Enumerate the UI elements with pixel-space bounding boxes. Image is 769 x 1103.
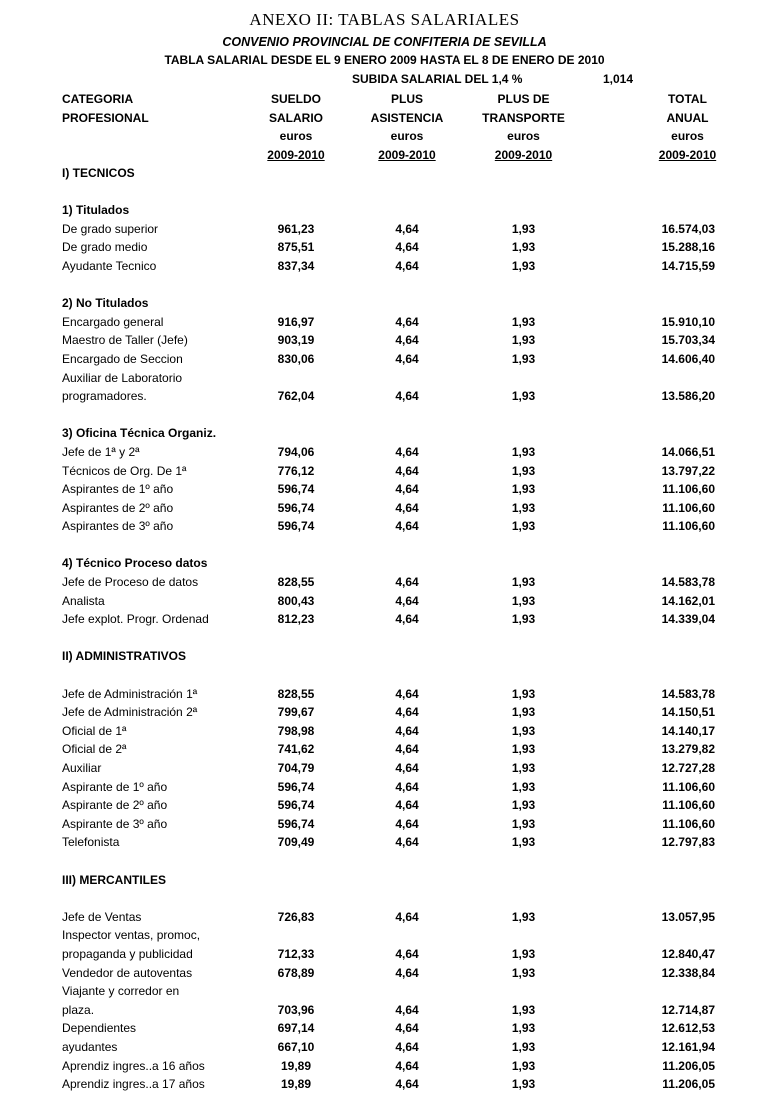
plus-transporte-value: 1,93	[511, 798, 536, 813]
table-row	[0, 1019, 769, 1038]
sueldo-value: 596,74	[277, 798, 315, 813]
category-label: 2) No Titulados	[62, 296, 149, 311]
category-label: I) TECNICOS	[62, 166, 135, 180]
total-anual-value: 13.797,22	[661, 463, 715, 478]
salary-table	[0, 164, 769, 1094]
table-row	[0, 387, 769, 406]
total-anual-value: 14.140,17	[661, 723, 715, 738]
category-label: Maestro de Taller (Jefe)	[62, 333, 188, 348]
document-title: ANEXO II: TABLAS SALARIALES	[249, 10, 520, 29]
plus-asistencia-value: 4,64	[395, 1002, 419, 1017]
category-label: Aspirantes de 2º año	[62, 500, 174, 515]
sueldo-value: 596,74	[277, 519, 315, 534]
category-label: Vendedor de autoventas	[62, 965, 193, 980]
category-label: Telefonista	[62, 835, 120, 850]
sueldo-value: 726,83	[277, 909, 315, 924]
category-label: Jefe de 1ª y 2ª	[62, 444, 140, 459]
sueldo-value: 837,34	[277, 258, 315, 273]
table-row	[0, 350, 769, 369]
category-label: propaganda y publicidad	[62, 946, 193, 961]
plus-asistencia-value: 4,64	[395, 314, 419, 329]
table-row	[0, 462, 769, 481]
plus-asistencia-value: 4,64	[395, 221, 419, 236]
sueldo-value: 776,12	[277, 463, 315, 478]
sueldo-value: 678,89	[277, 965, 315, 980]
plus-transporte-value: 1,93	[511, 1077, 536, 1092]
plus-asistencia-value: 4,64	[395, 1039, 419, 1054]
total-anual-value: 11.106,60	[662, 500, 715, 515]
category-label: Aprendiz ingres..a 17 años	[62, 1077, 205, 1092]
plus-transporte-value: 1,93	[511, 1039, 536, 1054]
category-label: Jefe de Administración 2ª	[62, 705, 198, 720]
sueldo-value: 903,19	[277, 333, 315, 348]
total-anual-value: 13.279,82	[661, 742, 715, 757]
sueldo-value: 596,74	[277, 482, 315, 497]
table-row	[0, 759, 769, 778]
date-range: TABLA SALARIAL DESDE EL 9 ENERO 2009 HASTA EL 8 DE ENERO DE 2010	[164, 53, 605, 67]
total-anual-value: 12.797,83	[661, 835, 715, 850]
category-label: Encargado de Seccion	[62, 351, 183, 366]
table-row	[0, 517, 769, 536]
sueldo-value: 830,06	[277, 351, 315, 366]
category-label: Aspirante de 3º año	[62, 816, 168, 831]
table-row	[0, 257, 769, 276]
plus-asistencia-value: 4,64	[395, 351, 419, 366]
category-label: ayudantes	[62, 1039, 118, 1054]
category-label-line	[0, 926, 769, 945]
sueldo-value: 812,23	[277, 612, 315, 627]
blank-row	[0, 889, 769, 908]
plus-transporte-value: 1,93	[511, 742, 536, 757]
table-row	[0, 1001, 769, 1020]
blank-row	[0, 629, 769, 648]
header-sueldo: SUELDO SALARIO euros 2009-2010	[267, 92, 325, 162]
plus-asistencia-value: 4,64	[395, 779, 419, 794]
plus-asistencia-value: 4,64	[395, 612, 419, 627]
category-label: programadores.	[62, 389, 147, 404]
total-anual-value: 14.339,04	[661, 612, 715, 627]
plus-asistencia-value: 4,64	[395, 742, 419, 757]
category-label: II) ADMINISTRATIVOS	[62, 649, 186, 664]
blank-row	[0, 536, 769, 555]
table-row	[0, 443, 769, 462]
plus-transporte-value: 1,93	[511, 463, 536, 478]
total-anual-value: 14.606,40	[661, 351, 715, 366]
table-row	[0, 945, 769, 964]
plus-transporte-value: 1,93	[511, 221, 536, 236]
total-anual-value: 14.162,01	[661, 593, 715, 608]
total-anual-value: 11.106,60	[662, 519, 715, 534]
sueldo-value: 704,79	[277, 761, 315, 775]
category-label: Inspector ventas, promoc,	[62, 928, 201, 943]
total-anual-value: 14.150,51	[661, 705, 715, 720]
total-anual-value: 12.338,84	[661, 965, 715, 980]
sueldo-value: 916,97	[277, 314, 315, 329]
total-anual-value: 11.206,05	[662, 1058, 715, 1073]
plus-transporte-value: 1,93	[511, 389, 536, 404]
sueldo-value: 741,62	[277, 742, 315, 757]
category-label: Aspirante de 1º año	[62, 779, 168, 794]
total-anual-value: 15.910,10	[661, 314, 715, 329]
plus-asistencia-value: 4,64	[395, 723, 419, 738]
total-anual-value: 14.583,78	[661, 686, 715, 701]
plus-asistencia-value: 4,64	[395, 593, 419, 608]
total-anual-value: 13.057,95	[661, 909, 715, 924]
total-anual-value: 14.583,78	[661, 575, 715, 590]
plus-asistencia-value: 4,64	[395, 1021, 419, 1036]
table-row	[0, 331, 769, 350]
total-anual-value: 12.727,28	[661, 761, 715, 775]
header-plus-asistencia: PLUS ASISTENCIA euros 2009-2010	[370, 92, 444, 162]
table-row	[0, 833, 769, 852]
plus-transporte-value: 1,93	[511, 519, 536, 534]
plus-transporte-value: 1,93	[511, 1021, 536, 1036]
category-label: 1) Titulados	[62, 203, 130, 218]
raise-factor: 1,014	[603, 72, 634, 86]
plus-asistencia-value: 4,64	[395, 575, 419, 590]
category-label: Analista	[62, 593, 105, 608]
plus-transporte-value: 1,93	[511, 686, 536, 701]
category-label: III) MERCANTILES	[62, 872, 166, 887]
total-anual-value: 11.206,05	[662, 1077, 715, 1092]
category-label: Jefe de Proceso de datos	[62, 575, 199, 590]
plus-asistencia-value: 4,64	[395, 1077, 419, 1092]
sueldo-value: 667,10	[277, 1039, 315, 1054]
total-anual-value: 15.288,16	[661, 240, 715, 255]
plus-transporte-value: 1,93	[511, 761, 536, 775]
plus-transporte-value: 1,93	[511, 593, 536, 608]
category-label: Auxiliar	[62, 761, 102, 775]
category-label: Auxiliar de Laboratorio	[62, 370, 183, 385]
sueldo-value: 709,49	[277, 835, 315, 850]
sueldo-value: 19,89	[280, 1058, 312, 1073]
total-anual-value: 12.612,53	[661, 1021, 715, 1036]
category-label: Oficial de 2ª	[62, 742, 127, 757]
table-row	[0, 313, 769, 332]
plus-asistencia-value: 4,64	[395, 816, 419, 831]
plus-transporte-value: 1,93	[511, 1058, 536, 1073]
category-label: 3) Oficina Técnica Organiz.	[62, 426, 217, 441]
sueldo-value: 596,74	[277, 779, 315, 794]
total-anual-value: 11.106,60	[662, 779, 715, 794]
plus-transporte-value: 1,93	[511, 946, 536, 961]
table-row	[0, 703, 769, 722]
plus-asistencia-value: 4,64	[395, 686, 419, 701]
category-label: Aspirante de 2º año	[62, 798, 168, 813]
table-row	[0, 964, 769, 983]
subsection-heading	[0, 294, 769, 313]
plus-transporte-value: 1,93	[511, 258, 536, 273]
table-row	[0, 722, 769, 741]
salary-raise: SUBIDA SALARIAL DEL 1,4 %	[352, 72, 523, 86]
table-row	[0, 238, 769, 257]
sueldo-value: 703,96	[277, 1002, 315, 1017]
category-label-line	[0, 369, 769, 388]
table-row	[0, 908, 769, 927]
plus-asistencia-value: 4,64	[395, 519, 419, 534]
header-plus-transporte: PLUS DE TRANSPORTE euros 2009-2010	[482, 92, 565, 162]
plus-asistencia-value: 4,64	[395, 258, 419, 273]
section-heading	[0, 647, 769, 666]
category-label: Oficial de 1ª	[62, 723, 127, 738]
category-label: Técnicos de Org. De 1ª	[62, 463, 187, 478]
total-anual-value: 16.574,03	[661, 221, 715, 236]
sueldo-value: 712,33	[277, 946, 315, 961]
sueldo-value: 596,74	[277, 500, 315, 515]
plus-asistencia-value: 4,64	[395, 333, 419, 348]
plus-asistencia-value: 4,64	[395, 946, 419, 961]
plus-transporte-value: 1,93	[511, 333, 536, 348]
plus-transporte-value: 1,93	[511, 482, 536, 497]
plus-asistencia-value: 4,64	[395, 761, 419, 775]
sueldo-value: 762,04	[277, 389, 315, 404]
total-anual-value: 12.161,94	[661, 1039, 715, 1054]
plus-asistencia-value: 4,64	[395, 705, 419, 720]
plus-asistencia-value: 4,64	[395, 1058, 419, 1073]
document-subtitle: CONVENIO PROVINCIAL DE CONFITERIA DE SEVILLA	[222, 35, 547, 49]
sueldo-value: 596,74	[277, 816, 315, 831]
sueldo-value: 800,43	[277, 593, 315, 608]
plus-asistencia-value: 4,64	[395, 965, 419, 980]
category-label: 4) Técnico Proceso datos	[62, 556, 208, 571]
plus-asistencia-value: 4,64	[395, 444, 419, 459]
plus-asistencia-value: 4,64	[395, 909, 419, 924]
plus-transporte-value: 1,93	[511, 816, 536, 831]
blank-row	[0, 666, 769, 685]
plus-asistencia-value: 4,64	[395, 835, 419, 850]
category-label: Viajante y corredor en	[62, 984, 180, 999]
table-row	[0, 573, 769, 592]
plus-asistencia-value: 4,64	[395, 500, 419, 515]
sueldo-value: 799,67	[277, 705, 315, 720]
category-label: Aspirantes de 3º año	[62, 519, 174, 534]
plus-asistencia-value: 4,64	[395, 482, 419, 497]
category-label: Dependientes	[62, 1021, 137, 1036]
plus-transporte-value: 1,93	[511, 351, 536, 366]
plus-transporte-value: 1,93	[511, 240, 536, 255]
table-row	[0, 499, 769, 518]
table-row	[0, 1075, 769, 1094]
category-label: Encargado general	[62, 314, 164, 329]
category-label: Aprendiz ingres..a 16 años	[62, 1058, 205, 1073]
table-row	[0, 220, 769, 239]
total-anual-value: 14.066,51	[661, 444, 715, 459]
total-anual-value: 12.840,47	[661, 946, 715, 961]
plus-transporte-value: 1,93	[511, 965, 536, 980]
plus-transporte-value: 1,93	[511, 835, 536, 850]
table-row	[0, 1038, 769, 1057]
table-row	[0, 796, 769, 815]
sueldo-value: 961,23	[277, 221, 315, 236]
plus-transporte-value: 1,93	[511, 444, 536, 459]
blank-row	[0, 183, 769, 202]
table-row	[0, 592, 769, 611]
plus-transporte-value: 1,93	[511, 612, 536, 627]
category-label: Jefe de Ventas	[62, 909, 142, 924]
total-anual-value: 13.586,20	[661, 389, 715, 404]
total-anual-value: 11.106,60	[662, 798, 715, 813]
total-anual-value: 11.106,60	[662, 816, 715, 831]
plus-transporte-value: 1,93	[511, 705, 536, 720]
plus-asistencia-value: 4,64	[395, 463, 419, 478]
total-anual-value: 14.715,59	[661, 258, 715, 273]
plus-transporte-value: 1,93	[511, 500, 536, 515]
sueldo-value: 828,55	[277, 575, 315, 590]
sueldo-value: 794,06	[277, 444, 315, 459]
subsection-heading	[0, 201, 769, 220]
sueldo-value: 875,51	[277, 240, 315, 255]
plus-transporte-value: 1,93	[511, 575, 536, 590]
category-label: Ayudante Tecnico	[62, 258, 157, 273]
total-anual-value: 11.106,60	[662, 482, 715, 497]
blank-row	[0, 852, 769, 871]
table-row	[0, 685, 769, 704]
table-row	[0, 740, 769, 759]
table-row	[0, 480, 769, 499]
plus-asistencia-value: 4,64	[395, 798, 419, 813]
plus-asistencia-value: 4,64	[395, 240, 419, 255]
sueldo-value: 798,98	[277, 723, 315, 738]
section-heading	[0, 164, 769, 183]
plus-transporte-value: 1,93	[511, 1002, 536, 1017]
category-label: plaza.	[62, 1002, 95, 1017]
category-label: De grado medio	[62, 240, 148, 255]
category-label: Jefe explot. Progr. Ordenad	[62, 612, 209, 627]
table-row	[0, 778, 769, 797]
total-anual-value: 15.703,34	[661, 333, 715, 348]
plus-transporte-value: 1,93	[511, 723, 536, 738]
header-total-anual: TOTAL ANUAL euros 2009-2010	[658, 92, 717, 162]
table-row	[0, 815, 769, 834]
category-label-line	[0, 982, 769, 1001]
plus-transporte-value: 1,93	[511, 779, 536, 794]
plus-transporte-value: 1,93	[511, 314, 536, 329]
category-label: Jefe de Administración 1ª	[62, 686, 198, 701]
total-anual-value: 12.714,87	[661, 1002, 715, 1017]
subsection-heading	[0, 424, 769, 443]
category-label: Aspirantes de 1º año	[62, 482, 174, 497]
subsection-heading	[0, 554, 769, 573]
category-label: De grado superior	[62, 221, 159, 236]
sueldo-value: 697,14	[277, 1021, 315, 1036]
table-row	[0, 610, 769, 629]
section-heading	[0, 871, 769, 890]
sueldo-value: 828,55	[277, 686, 315, 701]
header-categoria: CATEGORIA PROFESIONAL	[62, 92, 149, 125]
blank-row	[0, 276, 769, 295]
sueldo-value: 19,89	[280, 1077, 312, 1092]
plus-transporte-value: 1,93	[511, 909, 536, 924]
table-row	[0, 1057, 769, 1076]
blank-row	[0, 406, 769, 425]
plus-asistencia-value: 4,64	[395, 389, 419, 404]
